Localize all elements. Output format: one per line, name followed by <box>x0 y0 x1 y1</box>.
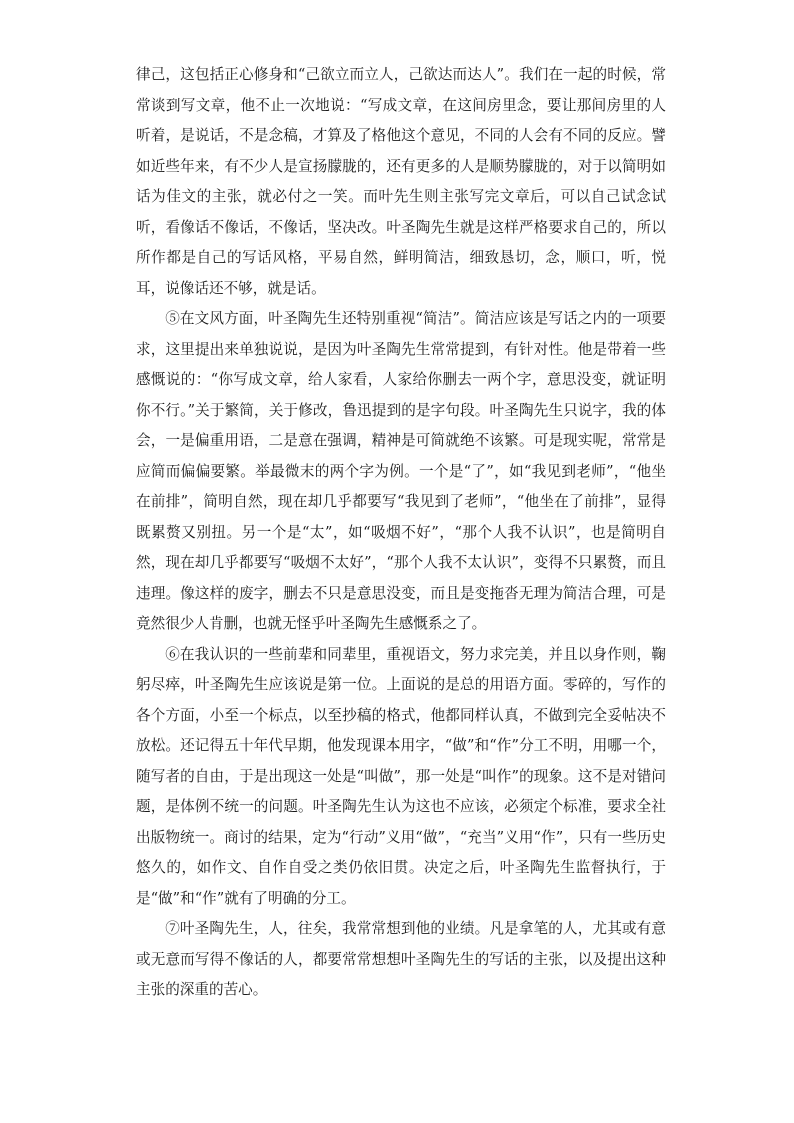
article-body <box>136 60 666 1006</box>
paragraph-5: ⑤在文风方面，叶圣陶先生还特别重视“简洁”。简洁应该是写话之内的一项要求，这里提出来单独说说，是因为叶圣陶先生常常提到，有针对性。他是带着一些感慨说的：“你写成文章，给人家看，人家给你删去一两个字，意思没变，就证明你不行。”关于繁简，关于修改，鲁迅提到的是字句段。叶圣陶先生只说字，我的体会，一是偏重用语，二是意在强调，精神是可简就绝不该繁。可是现实呢，常常是应简而偏偏要繁。举最微末的两个字为例。一个是“了”，如“我见到老师”，“他坐在前排”，简明自然，现在却几乎都要写“我见到了老师”，“他坐在了前排”，显得既累赘又别扭。另一个是“太”，如“吸烟不好”，“那个人我不认识”，也是简明自然，现在却几乎都要写“吸烟不太好”，“那个人我不太认识”，变得不只累赘，而且违理。像这样的废字，删去不只是意思没变，而且是变拖沓无理为简洁合理，可是竟然很少人肯删，也就无怪乎叶圣陶先生感慨系之了。 <box>136 310 666 632</box>
paragraph-7: ⑦叶圣陶先生，人，往矣，我常常想到他的业绩。凡是拿笔的人，尤其或有意或无意而写得不像话的人，都要常常想想叶圣陶先生的写话的主张，以及提出这种主张的深重的苦心。 <box>136 920 666 998</box>
paragraph-6: ⑥在我认识的一些前辈和同辈里，重视语文，努力求完美，并且以身作则，鞠躬尽瘁，叶圣陶先生应该说是第一位。上面说的是总的用语方面。零碎的，写作的各个方面，小至一个标点，以至抄稿的格式，他都同样认真，不做到完全妥帖决不放松。还记得五十年代早期，他发现课本用字，“做”和“作”分工不明，用哪一个，随写者的自由，于是出现这一处是“叫做”，那一处是“叫作”的现象。这不是对错问题，是体例不统一的问题。叶圣陶先生认为这也不应该，必须定个标准，要求全社出版物统一。商讨的结果，定为“行动”义用“做”，“充当”义用“作”，只有一些历史悠久的，如作文、自作自受之类仍依旧贯。决定之后，叶圣陶先生监督执行，于是“做”和“作”就有了明确的分工。 <box>136 645 666 907</box>
paragraph-continued: 律己，这包括正心修身和“己欲立而立人，己欲达而达人”。我们在一起的时候，常常谈到写文章，他不止一次地说：“写成文章，在这间房里念，要让那间房里的人听着，是说话，不是念稿，才算及了格他这个意见，不同的人会有不同的反应。譬如近些年来，有不少人是宣扬朦胧的，还有更多的人是顺势朦胧的，对于以简明如话为佳文的主张，就必付之一笑。而叶先生则主张写完文章后，可以自己试念试听，看像话不像话，不像话，坚决改。叶圣陶先生就是这样严格要求自己的，所以所作都是自己的写话风格，平易自然，鲜明简洁，细致恳切，念，顺口，听，悦耳，说像话还不够，就是话。 <box>136 66 666 297</box>
